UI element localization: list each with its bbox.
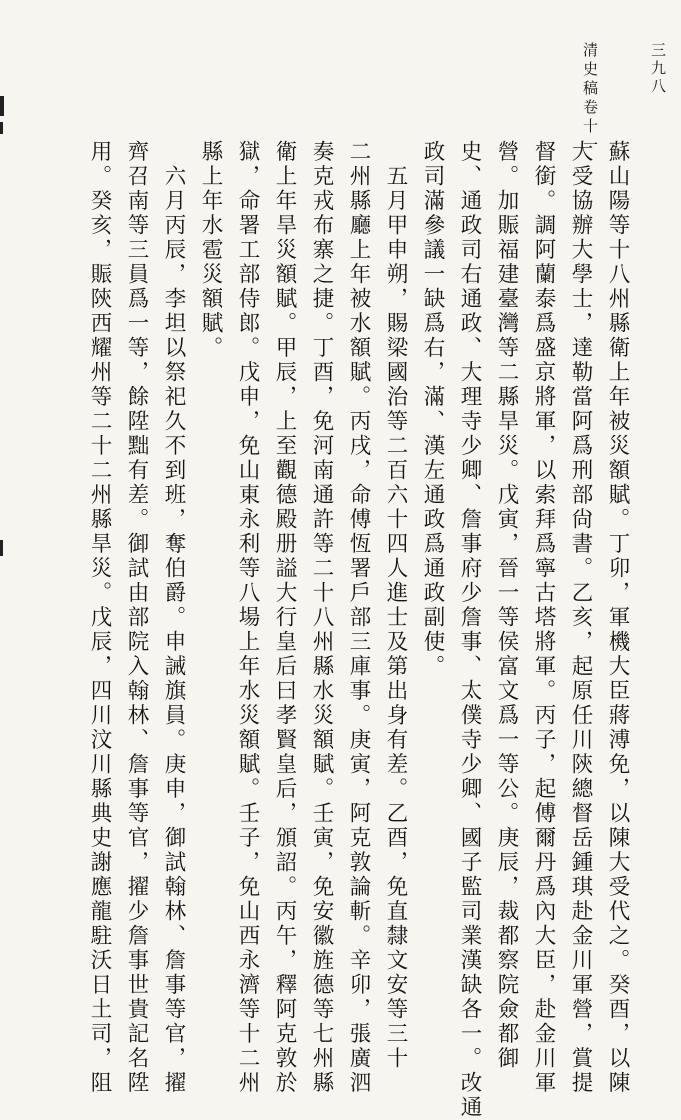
text-column-1: 蘇山陽等十八州縣衛上年被災額賦。丁卯，軍機大臣蔣溥免，以陳大受代之。癸酉，以陳 <box>605 140 630 1096</box>
text-column-10: 衛上年旱災額賦。甲辰，上至觀德殿册謚大行皇后曰孝賢皇后，頒詔。丙午，釋阿克敦於 <box>272 140 297 1096</box>
running-header: 清史稿卷十一 <box>581 42 599 156</box>
text-column-14: 齊召南等三員爲一等，餘陞黜有差。御試由部院入翰林、詹事等官，擢少詹事世貴記名陞 <box>124 140 149 1096</box>
text-column-8: 二州縣廳上年被水額賦。丙戌，命傅恆署戶部三庫事。庚寅，阿克敦論斬。辛卯，張廣泗 <box>346 140 371 1096</box>
text-column-4: 營。加賑福建臺灣等二縣旱災。戊寅，晉一等侯富文爲一等公。庚辰，裁都察院僉都御 <box>494 140 519 1071</box>
text-column-3: 督銜。調阿蘭泰爲盛京將軍，以索拜爲寧古塔將軍。丙子，起傅爾丹爲內大臣，赴金川軍 <box>531 140 556 1096</box>
text-column-12: 縣上年水雹災額賦。 <box>198 140 223 361</box>
text-column-9: 奏克戎布寨之捷。丁酉，免河南通許等二十八州縣水災額賦。壬寅，免安徽旌德等七州縣 <box>309 140 334 1096</box>
binding-edge-mark <box>0 540 3 556</box>
page-number: 三九八 <box>649 42 667 96</box>
binding-edge-mark <box>0 122 3 134</box>
text-column-15: 用。癸亥，賑陝西耀州等二十二州縣旱災。戊辰，四川汶川縣典史謝應龍駐沃日土司，阻 <box>87 140 112 1096</box>
text-column-13: 六月丙辰，李坦以祭祀久不到班，奪伯爵。申誡旗員。庚申，御試翰林、詹事等官，擢 <box>161 140 186 1096</box>
binding-edge-mark <box>0 96 4 116</box>
text-column-2: 大受協辦大學士，達勒當阿爲刑部尙書。乙亥，起原任川陝總督岳鍾琪赴金川軍營，賞提 <box>568 140 593 1096</box>
text-column-5: 史、通政司右通政、大理寺少卿、詹事府少詹事、太僕寺少卿、國子監司業漢缺各一。改通 <box>457 140 482 1120</box>
text-column-7: 五月甲申朔，賜梁國治等二百六十四人進士及第出身有差。乙酉，免直隸文安等三十 <box>383 140 408 1071</box>
text-column-11: 獄，命署工部侍郎。戊申，免山東永利等八場上年水災額賦。壬子，免山西永濟等十二州 <box>235 140 260 1096</box>
text-column-6: 政司滿參議一缺爲右，滿、漢左通政爲通政副使。 <box>420 140 445 679</box>
